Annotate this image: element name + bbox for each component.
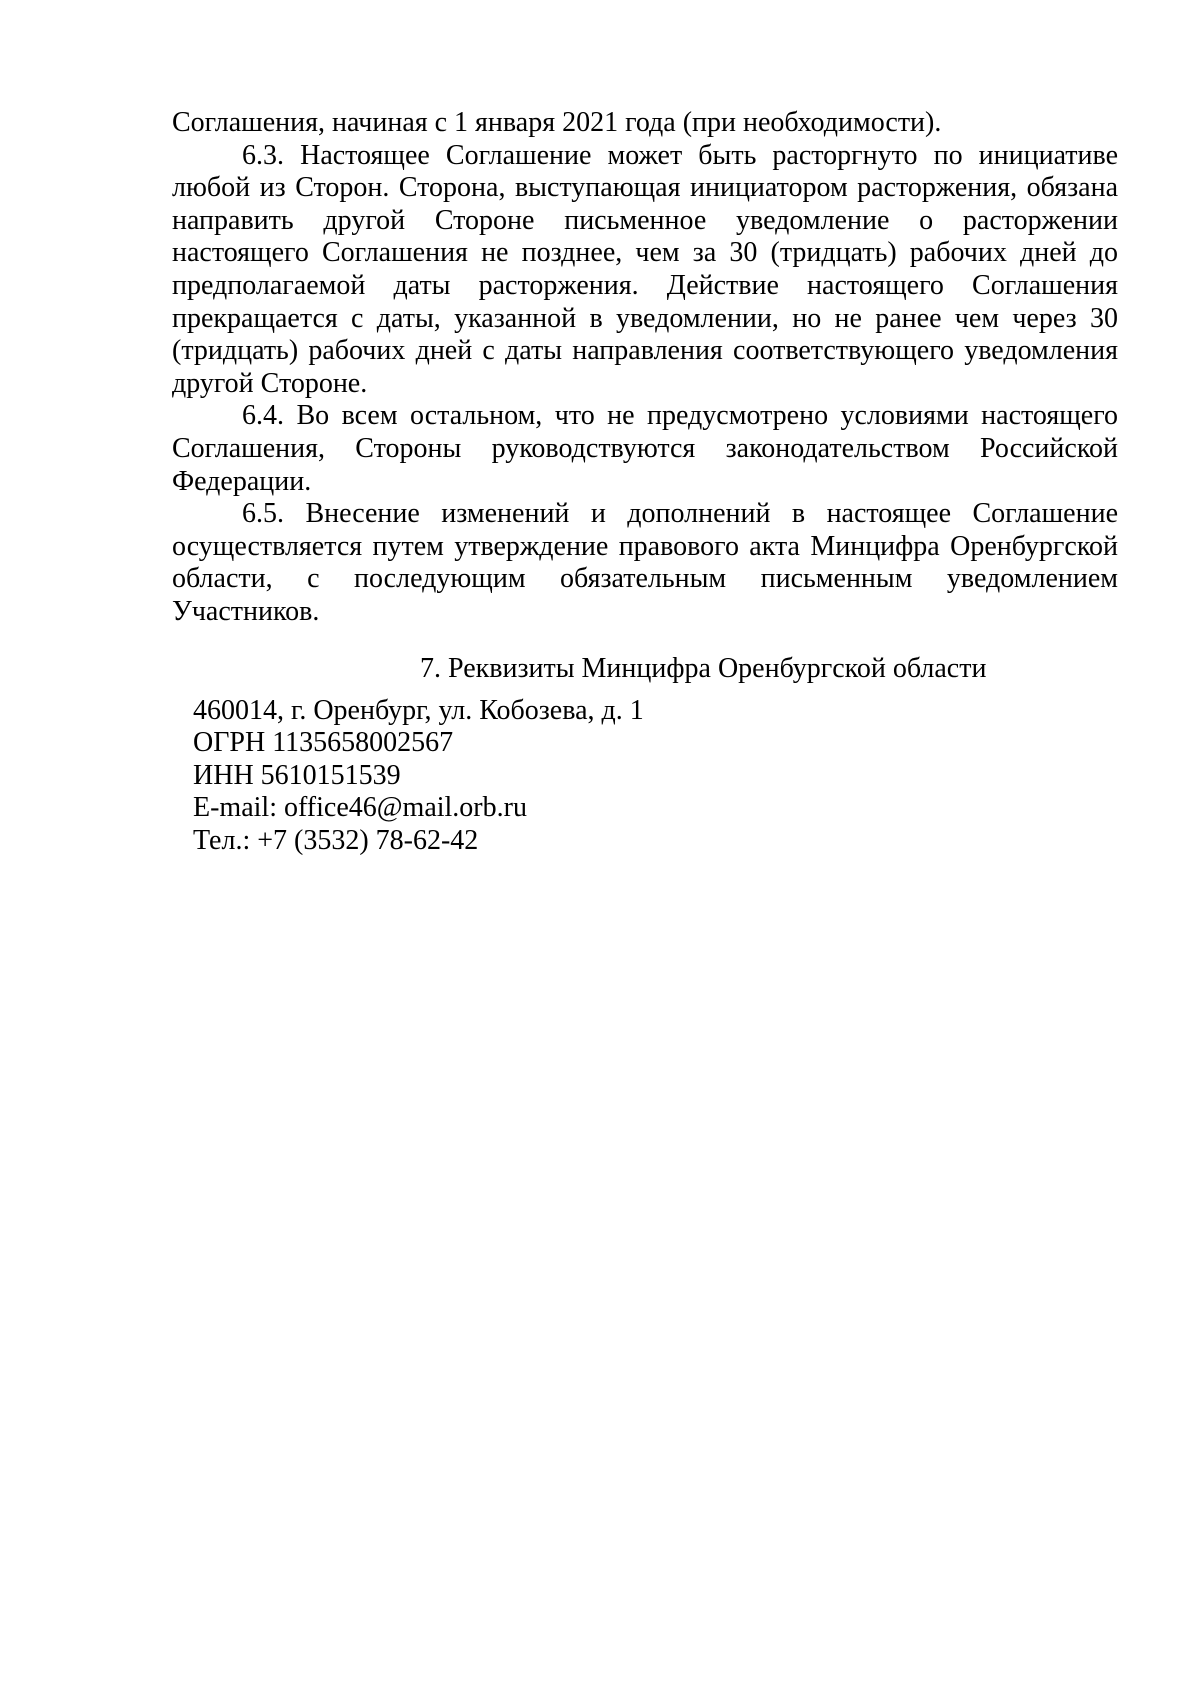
paragraph-6-3: 6.3. Настоящее Соглашение может быть расторгнуто по инициативе любой из Сторон. Сторона, выступающая инициатором расторжения, обязана направить другой Стороне письменное уведомление о расторжении настоящего Соглашения не позднее, чем за 30 (тридцать) рабочих дней до предполагаемой даты расторжения. Действие настоящего Соглашения прекращается с даты, указанной в уведомлении, но не ранее чем через 30 (тридцать) рабочих дней с даты направления соответствующего уведомления другой Стороне. bbox=[172, 139, 1118, 399]
requisites-list bbox=[193, 695, 1118, 858]
requisite-phone: Тел.: +7 (3532) 78-62-42 bbox=[193, 824, 479, 856]
paragraph-6-4: 6.4. Во всем остальном, что не предусмотрено условиями настоящего Соглашения, Стороны руководствуются законодательством Российской Федерации. bbox=[172, 400, 1118, 497]
requisite-address: 460014, г. Оренбург, ул. Кобозева, д. 1 bbox=[193, 694, 644, 726]
requisite-email: E-mail: office46@mail.orb.ru bbox=[193, 792, 527, 823]
requisite-ogrn: ОГРН 1135658002567 bbox=[193, 727, 454, 758]
requisite-inn: ИНН 5610151539 bbox=[193, 759, 401, 791]
document-page bbox=[172, 107, 1118, 857]
section-title-requisites: 7. Реквизиты Минцифра Оренбургской области bbox=[420, 652, 987, 684]
paragraph-6-5: 6.5. Внесение изменений и дополнений в настоящее Соглашение осуществляется путем утверждение правового акта Минцифра Оренбургской области, с последующим обязательным письменным уведомлением Участников. bbox=[172, 498, 1118, 627]
paragraph-continuation: Соглашения, начиная с 1 января 2021 года (при необходимости). bbox=[172, 107, 942, 138]
